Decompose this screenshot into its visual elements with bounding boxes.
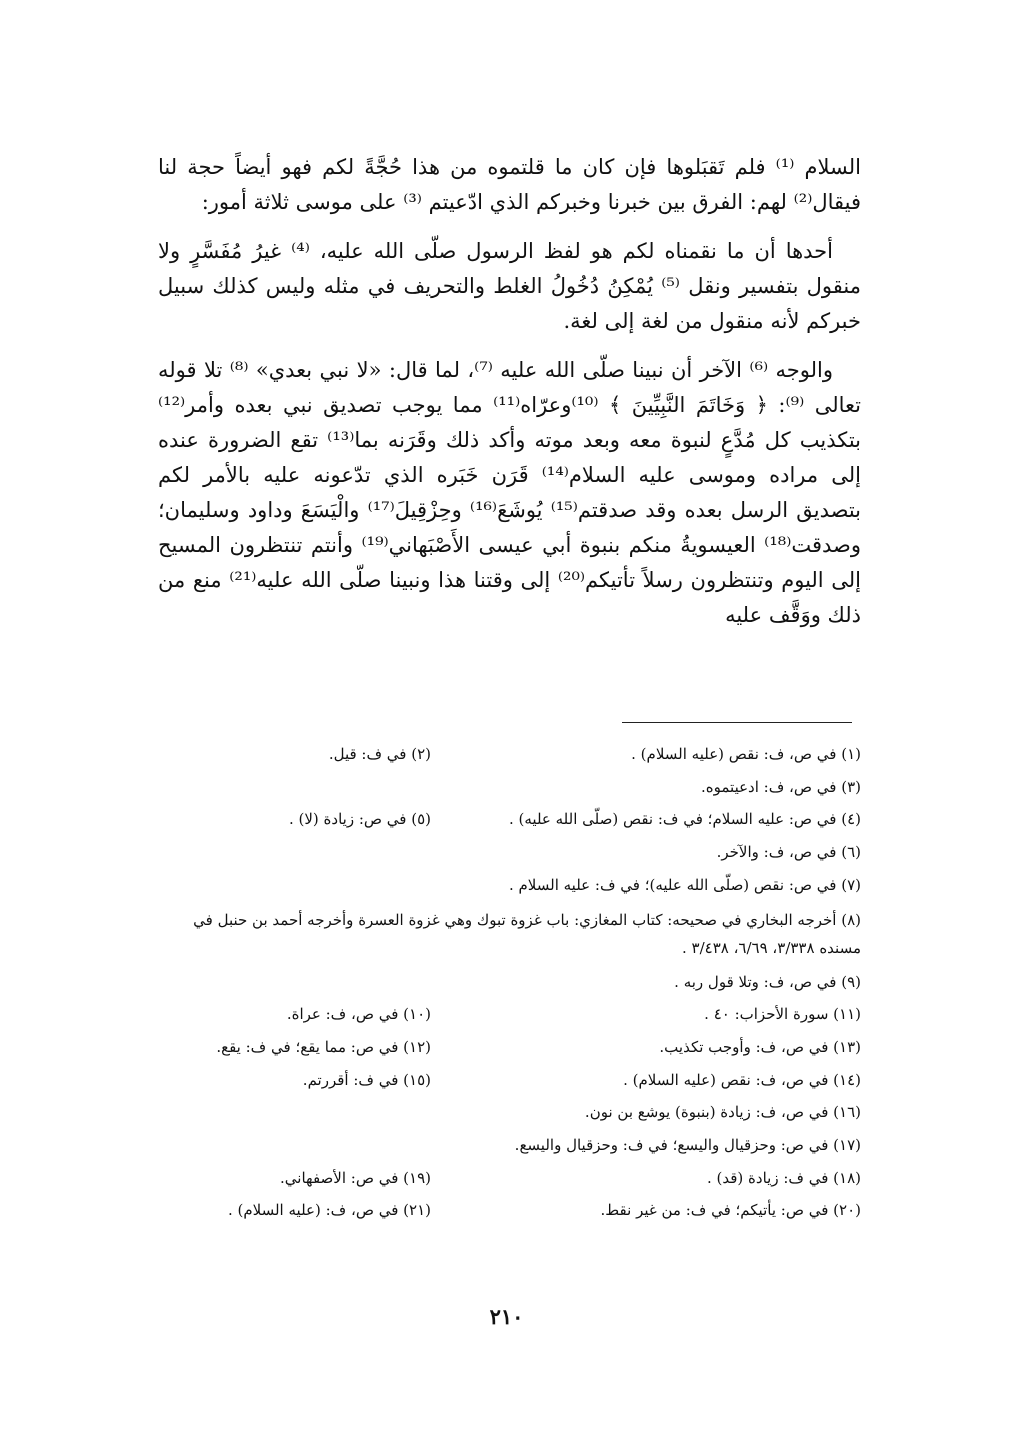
footnote-row — [160, 1129, 861, 1162]
main-text — [158, 150, 861, 647]
page-number: ٢١٠ — [489, 1304, 524, 1329]
footnote: (١٢) في ص: مما يقع؛ في ف: يقع. — [216, 1037, 431, 1056]
footnote: (٢١) في ص، ف: (عليه السلام) . — [227, 1201, 431, 1220]
footnote: (١٣) في ص، ف: وأوجب تكذيب. — [659, 1037, 861, 1056]
footnote: (٣) في ص، ف: ادعيتموه. — [701, 777, 861, 796]
footnote: (٢) في ف: قيل. — [328, 745, 431, 763]
footnote: (١) في ص، ف: نقص (عليه السلام) . — [631, 745, 861, 763]
footnote-row — [160, 803, 861, 836]
footnote-row — [160, 1096, 861, 1129]
footnote-row — [160, 998, 861, 1031]
paragraph-1: السلام ⁽¹⁾ فلم تَقبَلوها فإن كان ما قلتموه من هذا حُجَّةً لكم فهو أيضاً حجة لنا فيقال⁽²⁾ لهم: الفرق بين خبرنا وخبركم الذي ادّعيتم ⁽³⁾ على موسى ثلاثة أمور: — [158, 155, 861, 214]
footnote: (١٧) في ص: وحزقيال واليسع؛ في ف: وحزقيال واليسع. — [514, 1136, 861, 1155]
footnote-row — [160, 836, 861, 869]
footnote-row — [160, 1031, 861, 1064]
footnote: (٨) أخرجه البخاري في صحيحه: كتاب المغازي: باب غزوة تبوك وهي غزوة العسرة وأخرجه أحمد بن حنبل في مسنده ٣/٣٣٨، ٦/٦٩، ٣/٤٣٨ . — [193, 910, 861, 957]
footnote: (١٨) في ف: زيادة (قد) . — [707, 1168, 861, 1187]
footnote-row — [160, 738, 861, 771]
footnote-row — [160, 1064, 861, 1097]
footnote: (٩) في ص، ف: وتلا قول ربه . — [674, 972, 861, 991]
footnote: (٤) في ص: عليه السلام؛ في ف: نقص (صلّى الله عليه) . — [508, 810, 861, 829]
footnote: (١٤) في ص، ف: نقص (عليه السلام) . — [623, 1070, 861, 1089]
footnote: (١٩) في ص: الأصفهاني. — [280, 1168, 431, 1187]
footnote: (٦) في ص، ف: والآخر. — [716, 843, 861, 862]
footnote: (١٥) في ف: أقررتم. — [302, 1070, 431, 1089]
footnote-separator — [622, 722, 852, 723]
footnote: (١٠) في ص، ف: عراة. — [286, 1005, 431, 1024]
footnote-row — [160, 966, 861, 999]
footnote: (٢٠) في ص: يأتيكم؛ في ف: من غير نقط. — [600, 1201, 861, 1220]
footnote: (٥) في ص: زيادة (لا) . — [288, 810, 431, 829]
footnote: (٧) في ص: نقص (صلّى الله عليه)؛ في ف: عليه السلام . — [508, 875, 861, 894]
footnote-row — [160, 869, 861, 902]
paragraph-3: والوجه ⁽⁶⁾ الآخر أن نبينا صلّى الله عليه ⁽⁷⁾، لما قال: «لا نبي بعدي» ⁽⁸⁾ تلا قوله تعالى ⁽⁹⁾: ﴿ وَخَاتَمَ النَّبِيِّينَ ﴾ ⁽¹⁰⁾وعرّاه⁽¹¹⁾ مما يوجب تصديق نبي بعده وأمر⁽¹²⁾ بتكذيب كل مُدَّعٍ لنبوة معه وبعد موته وأكد ذلك وقَرَنه بما⁽¹³⁾ تقع الضرورة عنده إلى مراده وموسى عليه السلام⁽¹⁴⁾ قَرَن خَبَره الذي تدّعونه عليه بالأمر لكم بتصديق الرسل بعده وقد صدقتم⁽¹⁵⁾ يُوشَعَ⁽¹⁶⁾ وحِزْقِيلَ⁽¹⁷⁾ والْيَسَعَ وداود وسليمان؛ وصدقت⁽¹⁸⁾ العيسويةُ منكم بنبوة أبي عيسى الأَصْبَهاني⁽¹⁹⁾ وأنتم تنتظرون المسيح إلى اليوم وتنتظرون رسلاً تأتيكم⁽²⁰⁾ إلى وقتنا هذا ونبينا صلّى الله عليه⁽²¹⁾ منع من ذلك ووَقَّف عليه — [158, 358, 861, 627]
paragraph-2: أحدها أن ما نقمناه لكم هو لفظ الرسول صلّى الله عليه، ⁽⁴⁾ غيرُ مُفَسَّرٍ ولا منقول بتفسير ونقل ⁽⁵⁾ يُمْكِنُ دُخُولُ الغلط والتحريف في مثله وليس كذلك سبيل خبركم لأنه منقول من لغة إلى لغة. — [158, 239, 861, 333]
footnotes — [160, 738, 861, 1227]
footnote-row — [160, 1194, 861, 1227]
footnote: (١٦) في ص، ف: زيادة (بنبوة) يوشع بن نون. — [584, 1103, 861, 1122]
footnote-row — [160, 902, 861, 966]
footnote-row — [160, 1162, 861, 1195]
footnote-row — [160, 771, 861, 804]
footnote: (١١) سورة الأحزاب: ٤٠ . — [704, 1005, 861, 1024]
